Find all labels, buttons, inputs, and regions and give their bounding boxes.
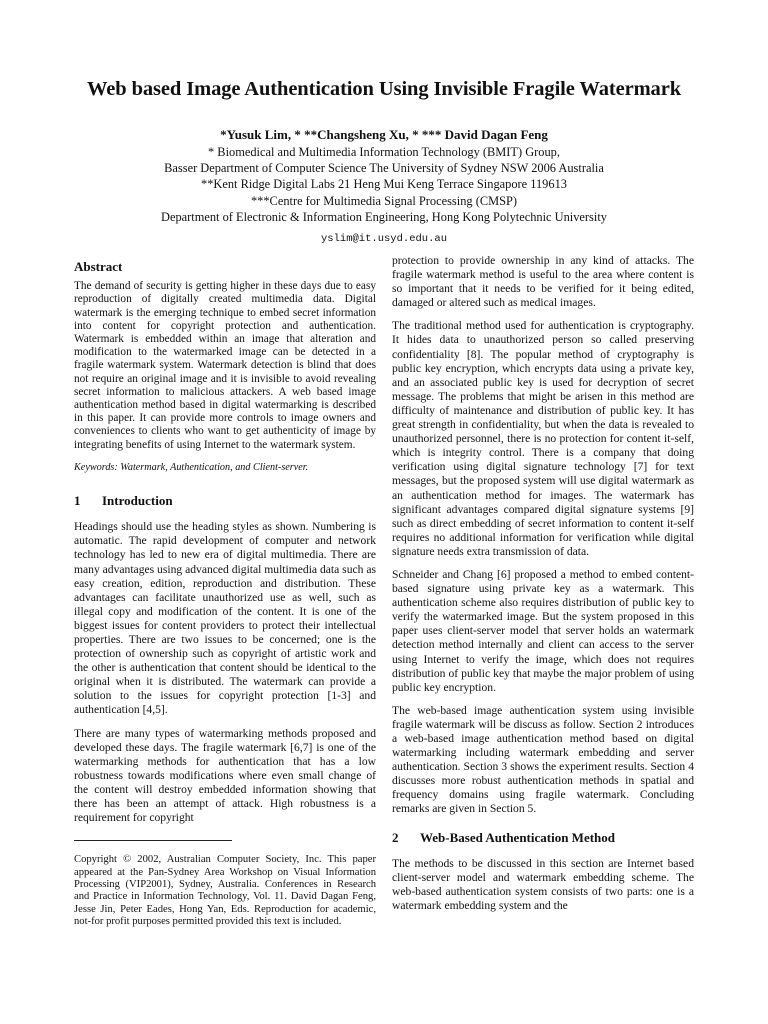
copyright-notice: Copyright © 2002, Australian Computer Society, Inc. This paper appeared at the Pan-Sydney Area Workshop on Visual Information Processing (VIP2001), Sydney, Australia. Conferences in Research and Practice in Information Technology, Vol. 11. David Dagan Feng, Jesse Jin, Peter Eades, Hong Yan, Eds. Reproduction for academic, not-for profit purposes permitted provided this text is included. — [74, 854, 376, 928]
section-heading-introduction — [74, 494, 376, 507]
affiliation-line: Department of Electronic & Information Engineering, Hong Kong Polytechnic University — [161, 209, 607, 224]
body-paragraph: The web-based image authentication system using invisible fragile watermark will be discuss as follow. Section 2 introduces a web-based image authentication method based on digital watermarking including watermark embedding and server authentication. Section 3 shows the experiment results. Section 4 discusses more robust authentication methods in spatial and frequency domains using fragile watermark. Concluding remarks are given in Section 5. — [392, 703, 694, 816]
paper-title: Web based Image Authentication Using Invisible Fragile Watermark — [86, 78, 681, 100]
body-paragraph: The traditional method used for authentication is cryptography. It hides data to unauthorized person so called preserving confidentiality [8]. The popular method of cryptography is public key encryption, which encrypts data using a private key, and an associated public key is used for decryption of secret message. The problems that might be arisen in this method are difficulty of maintenance and distribution of public key. It has great strength in confidentiality, but when the data is revealed to unauthorized personnel, there is no protection for content it-self, which is integrity control. There is a company that doing verification using digital signature technology [7] for text messages, but the proposed system will use digital watermark as an authentication method for images. The watermark has significant advantages compared digital signature systems [9] such as direct embedding of secret information to content it-self requires no additional information for verification while digital signature needs extra transmission of data. — [392, 319, 694, 558]
affiliation-line: Basser Department of Computer Science The University of Sydney NSW 2006 Australia — [164, 161, 604, 176]
abstract-heading: Abstract — [74, 259, 123, 274]
author-email: yslim@it.usyd.edu.au — [320, 233, 448, 246]
section-heading-web-based-authentication — [392, 831, 694, 844]
section-title: Introduction — [102, 493, 173, 509]
author-list: *Yusuk Lim, * **Changsheng Xu, * *** David Dagan Feng — [220, 127, 548, 142]
section-number: 2 — [392, 829, 399, 845]
affiliation-line: * Biomedical and Multimedia Information Technology (BMIT) Group, — [208, 145, 560, 159]
body-paragraph: protection to provide ownership in any kind of attacks. The fragile watermark method is useful to the area where content is so important that it needs to be verified for it being edited, damaged or altered such as medical images. — [392, 254, 694, 310]
body-paragraph: The methods to be discussed in this section are Internet based client-server model and watermark embedding scheme. The web-based authentication system consists of two parts: one is a watermark embedding system and the — [392, 856, 694, 913]
paper-header — [40, 78, 728, 245]
section-number: 1 — [74, 493, 81, 509]
abstract-text: The demand of security is getting higher in these days due to easy reproduction of digitally created multimedia data. Digital watermark is the emerging technique to embed secret information into content for copyright protection and authentication. Watermark is embedded within an image that alteration and modification to the watermarked image can be detected in a fragile watermark system. Watermark detection is blind that does not require an original image and it is invisible to avoid revealing secret information to malicious attackers. A web based image authentication method based in digital watermarking is described in this paper. It can provide more controls to image owners and conveniences to clients who want to get authenticity of image by integrating benefits of using Internet to the watermark system. — [74, 280, 376, 451]
footnote-divider — [74, 840, 232, 841]
body-paragraph: Headings should use the heading styles as shown. Numbering is automatic. The rapid development of computer and network technology has led to new era of digital multimedia. There are many advantages using advanced digital multimedia data such as easy creation, edition, reproduction and distribution. These advantages can facilitate unauthorized use as well, such as illegal copy and modification of the content. It is one of the biggest issues for content providers to protect their intellectual properties. There are two issues to be concerned; one is the protection of ownership such as copyright of artistic work and the other is authentication that content should be identical to the original when it is distributed. The watermark can provide a solution to the issues for copyright protection [1-3] and authentication [4,5]. — [74, 520, 376, 717]
section-title: Web-Based Authentication Method — [420, 829, 616, 845]
left-column — [74, 254, 376, 938]
keywords: Keywords: Watermark, Authentication, and Client-server. — [74, 461, 309, 473]
right-column — [392, 254, 694, 922]
affiliation-line: **Kent Ridge Digital Labs 21 Heng Mui Keng Terrace Singapore 119613 — [201, 177, 567, 192]
affiliation-line: ***Centre for Multimedia Signal Processing (CMSP) — [250, 193, 518, 208]
body-paragraph: There are many types of watermarking methods proposed and developed these days. The fragile watermark [6,7] is one of the watermarking methods for authentication that has a low robustness towards modifications where even small change of the content will destroy embedded information showing that there has been an attempt of attack. High robustness is a requirement for copyright — [74, 726, 376, 825]
body-paragraph: Schneider and Chang [6] proposed a method to embed content-based signature using private key as a watermark. This authentication scheme also requires distribution of public key to verify the watermarked image. But the system proposed in this paper uses client-server model that server holds an watermark detection method internally and client can access to the server using Internet to verify the image, which does not requires distribution of public key that maybe the major problem of using public key encryption. — [392, 567, 694, 694]
